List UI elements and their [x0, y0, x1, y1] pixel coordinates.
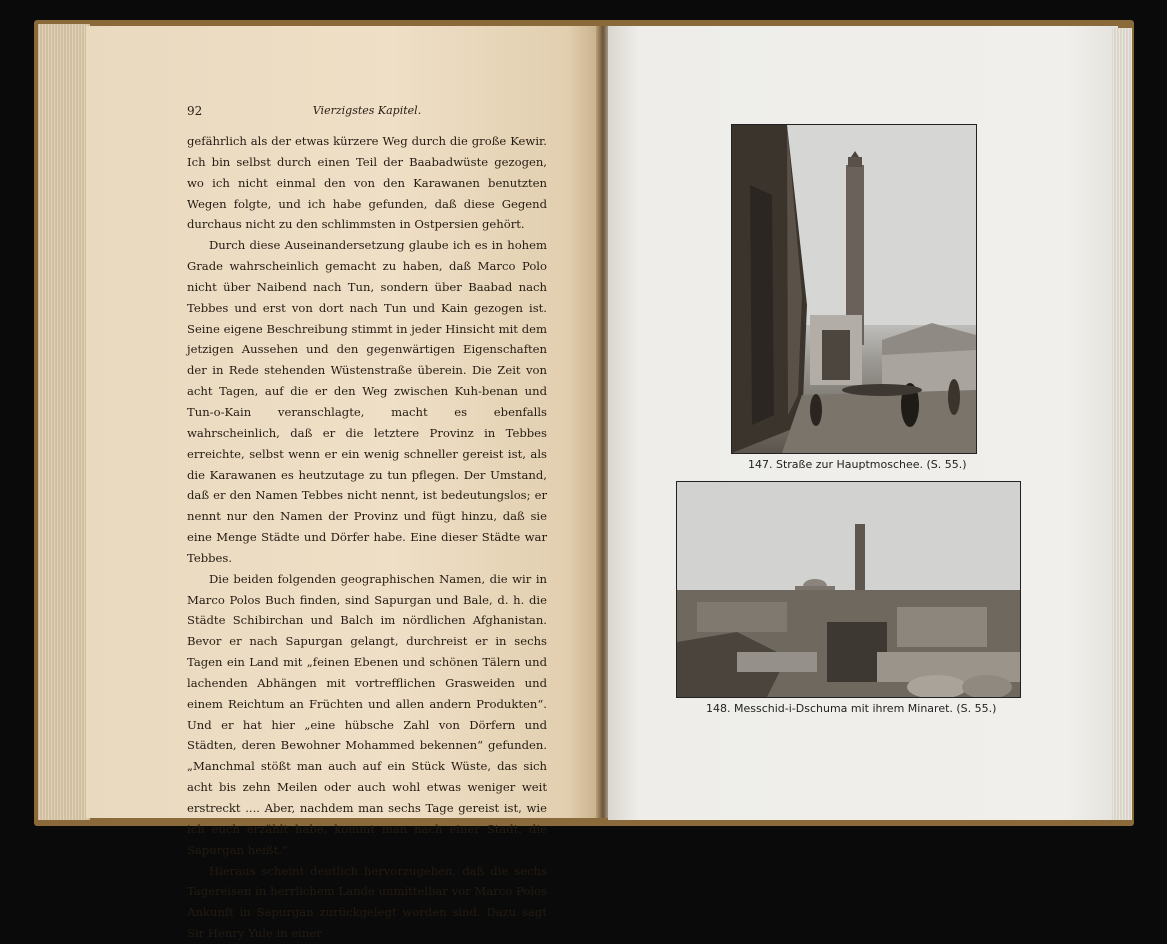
page-edges-left: [38, 24, 90, 820]
paragraph: gefährlich als der etwas kürzere Weg durch die große Kewir. Ich bin selbst durch einen Teil der Baabadwüste gezogen, wo ich nicht einmal den von den Karawanen benutzten Wegen folgte, und ich habe gefunden, daß diese Gegend durchaus nicht zu den schlimmsten in Ostpersien gehört.: [187, 134, 547, 232]
street-photo-illustration: [732, 125, 976, 453]
figure-caption-148: 148. Messchid-i-Dschuma mit ihrem Minaret. (S. 55.): [706, 702, 997, 715]
running-head: Vierzigstes Kapitel.: [312, 104, 422, 117]
body-text: [187, 131, 547, 944]
photo-street-to-main-mosque: [731, 124, 977, 454]
town-photo-illustration: [677, 482, 1020, 697]
paragraph: Die beiden folgenden geographischen Namen, die wir in Marco Polos Buch finden, sind Sapurgan und Bale, d. h. die Städte Schibirchan und Balch im nördlichen Afghanistan. Bevor er nach Sapurgan gelangt, durchreist er in sechs Tagen ein Land mit „feinen Ebenen und schönen Tälern und lachenden Abhängen mit vortrefflichen Grasweiden und einem Reichtum an Früchten und allen andern Produkten“. Und er hat hier „eine hübsche Zahl von Dörfern und Städten, deren Bewohner Mohammed bekennen“ gefunden. „Manchmal stößt man auch auf ein Stück Wüste, das sich acht bis zehn Meilen oder auch wohl etwas weniger weit erstreckt .... Aber, nachdem man sechs Tage gereist ist, wie ich euch erzählt habe, kommt man nach einer Stadt, die Sapurgan heißt.“: [187, 571, 547, 857]
photo-mosque-with-minaret: [676, 481, 1021, 698]
figure-caption-147: 147. Straße zur Hauptmoschee. (S. 55.): [748, 458, 967, 471]
paragraph: Durch diese Auseinandersetzung glaube ich es in hohem Grade wahrscheinlich gemacht zu haben, daß Marco Polo nicht über Naibend nach Tun, sondern über Baabad nach Tebbes und erst von dort nach Tun und Kain gezogen ist. Seine eigene Beschreibung stimmt in jeder Hinsicht mit dem jetzigen Aussehen und den gegenwärtigen Eigenschaften der in Rede stehenden Wüstenstraße überein. Die Zeit von acht Tagen, auf die er den Weg zwischen Kuh-benan und Tun-o-Kain veranschlagte, macht es ebenfalls wahrscheinlich, daß er die letztere Provinz in Tebbes erreichte, selbst wenn er ein wenig schneller gereist ist, als die Karawanen es heutzutage zu tun pflegen. Der Umstand, daß er den Namen Tebbes nicht nennt, ist bedeutungslos; er nennt nur den Namen der Provinz und fügt hinzu, daß sie eine Menge Städte und Dörfer habe. Eine dieser Städte war Tebbes.: [187, 238, 547, 565]
page-number: 92: [187, 104, 203, 118]
paragraph: Hieraus scheint deutlich hervorzugehen, daß die sechs Tagereisen in herrlichem Lande unmittelbar vor Marco Polos Ankunft in Sapurgan zurückgelegt worden sind. Dazu sagt Sir Henry Yule in einer: [187, 863, 547, 941]
page-header: [187, 104, 547, 122]
page-edges-right: [1112, 28, 1132, 820]
